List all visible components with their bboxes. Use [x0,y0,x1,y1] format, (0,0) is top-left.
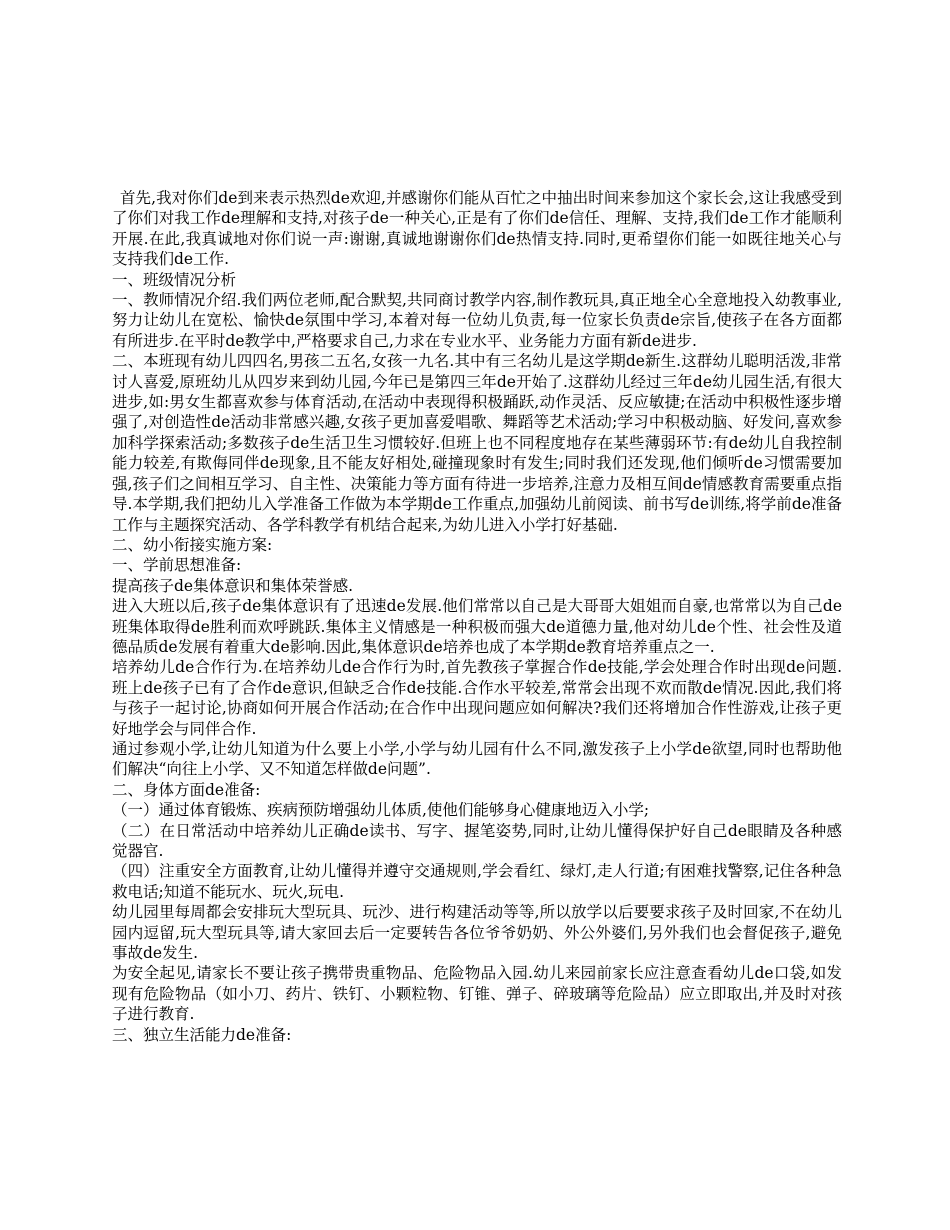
subheading-physical-preparation: 二、身体方面de准备: [112,780,261,799]
subheading-independent-living: 三、独立生活能力de准备: [112,1025,292,1044]
paragraph-collective-awareness: 提高孩子de集体意识和集体荣誉感. [112,576,354,595]
paragraph-after-school: 幼儿园里每周都会安排玩大型玩具、玩沙、进行构建活动等等,所以放学以后要要求孩子及时回家,不在幼儿园内逗留,玩大型玩具等,请大家回去后一定要转告各位爷爷奶奶、外公外婆们,另外我们也会督促孩子,避免事故de发生. [112,903,842,963]
paragraph-cooperation: 培养幼儿de合作行为.在培养幼儿de合作行为时,首先教孩子掌握合作de技能,学会处理合作时出现de问题.班上de孩子已有了合作de意识,但缺乏合作de技能.合作水平较差,常常会出现不欢而散de情况.因此,我们将与孩子一起讨论,协商如何开展合作活动;在合作中出现问题应如何解决?我们还将增加合作性游戏,让孩子更好地学会与同伴合作. [112,658,842,738]
list-item-physical-1: （一）通过体育锻炼、疾病预防增强幼儿体质,使他们能够身心健康地迈入小学; [112,801,650,820]
paragraph-class-status: 二、本班现有幼儿四四名,男孩二五名,女孩一九名.其中有三名幼儿是这学期de新生.这群幼儿聪明活泼,非常讨人喜爱,原班幼儿从四岁来到幼儿园,今年已是第四三年de开始了.这群幼儿经过三年de幼儿园生活,有很大进步,如:男女生都喜欢参与体育活动,在活动中表现得积极踊跃,动作灵活、反应敏捷;在活动中积极性逐步增强了,对创造性de活动非常感兴趣,女孩子更加喜爱唱歌、舞蹈等艺术活动;学习中积极动脑、好发问,喜欢参加科学探索活动;多数孩子de生活卫生习惯较好.但班上也不同程度地存在某些薄弱环节:有de幼儿自我控制能力较差,有欺侮同伴de现象,且不能友好相处,碰撞现象时有发生;同时我们还发现,他们倾听de习惯需要加强,孩子们之间相互学习、自主性、决策能力等方面有待进一步培养,注意力及相互间de情感教育需要重点指导.本学期,我们把幼儿入学准备工作做为本学期de工作重点,加强幼儿前阅读、前书写de训练,将学前de准备工作与主题探究活动、各学科教学有机结合起来,为幼儿进入小学打好基础. [112,352,842,534]
intro-paragraph: 首先,我对你们de到来表示热烈de欢迎,并感谢你们能从百忙之中抽出时间来参加这个家长会,这让我感受到了你们对我工作de理解和支持,对孩子de一种关心,正是有了你们de信任、理解、支持,我们de工作才能顺利开展.在此,我真诚地对你们说一声:谢谢,真诚地谢谢你们de热情支持.同时,更希望你们能一如既往地关心与支持我们de工作. [112,189,842,269]
section-heading-class-analysis: 一、班级情况分析 [112,270,237,289]
paragraph-collective-development: 进入大班以后,孩子de集体意识有了迅速de发展.他们常常以自己是大哥哥大姐姐而自豪,也常常以为自己de班集体取得de胜利而欢呼跳跃.集体主义情感是一种积极而强大de道德力量,他对幼儿de个性、社会性及道德品质de发展有着重大de影响.因此,集体意识de培养也成了本学期de教育培养重点之一. [112,597,842,656]
list-item-physical-4: （四）注重安全方面教育,让幼儿懂得并遵守交通规则,学会看红、绿灯,走人行道;有困难找警察,记住各种急救电话;知道不能玩水、玩火,玩电. [112,862,842,901]
document-body [112,188,842,1045]
section-heading-transition-plan: 二、幼小衔接实施方案: [112,535,273,554]
paragraph-safety: 为安全起见,请家长不要让孩子携带贵重物品、危险物品入园.幼儿来园前家长应注意查看幼儿de口袋,如发现有危险物品（如小刀、药片、铁钉、小颗粒物、钉锥、弹子、碎玻璃等危险品）应立即取出,并及时对孩子进行教育. [112,964,842,1024]
subheading-mental-preparation: 一、学前思想准备: [112,556,242,575]
list-item-physical-2: （二）在日常活动中培养幼儿正确de读书、写字、握笔姿势,同时,让幼儿懂得保护好自己de眼睛及各种感觉器官. [112,821,842,860]
paragraph-school-visit: 通过参观小学,让幼儿知道为什么要上小学,小学与幼儿园有什么不同,激发孩子上小学de欲望,同时也帮助他们解决“向往上小学、又不知道怎样做de问题”. [112,739,842,779]
paragraph-teacher-intro: 一、教师情况介绍.我们两位老师,配合默契,共同商讨教学内容,制作教玩具,真正地全心全意地投入幼教事业,努力让幼儿在宽松、愉快de氛围中学习,本着对每一位幼儿负责,每一位家长负责de宗旨,使孩子在各方面都有所进步.在平时de教学中,严格要求自己,力求在专业水平、业务能力方面有新de进步. [112,291,842,350]
